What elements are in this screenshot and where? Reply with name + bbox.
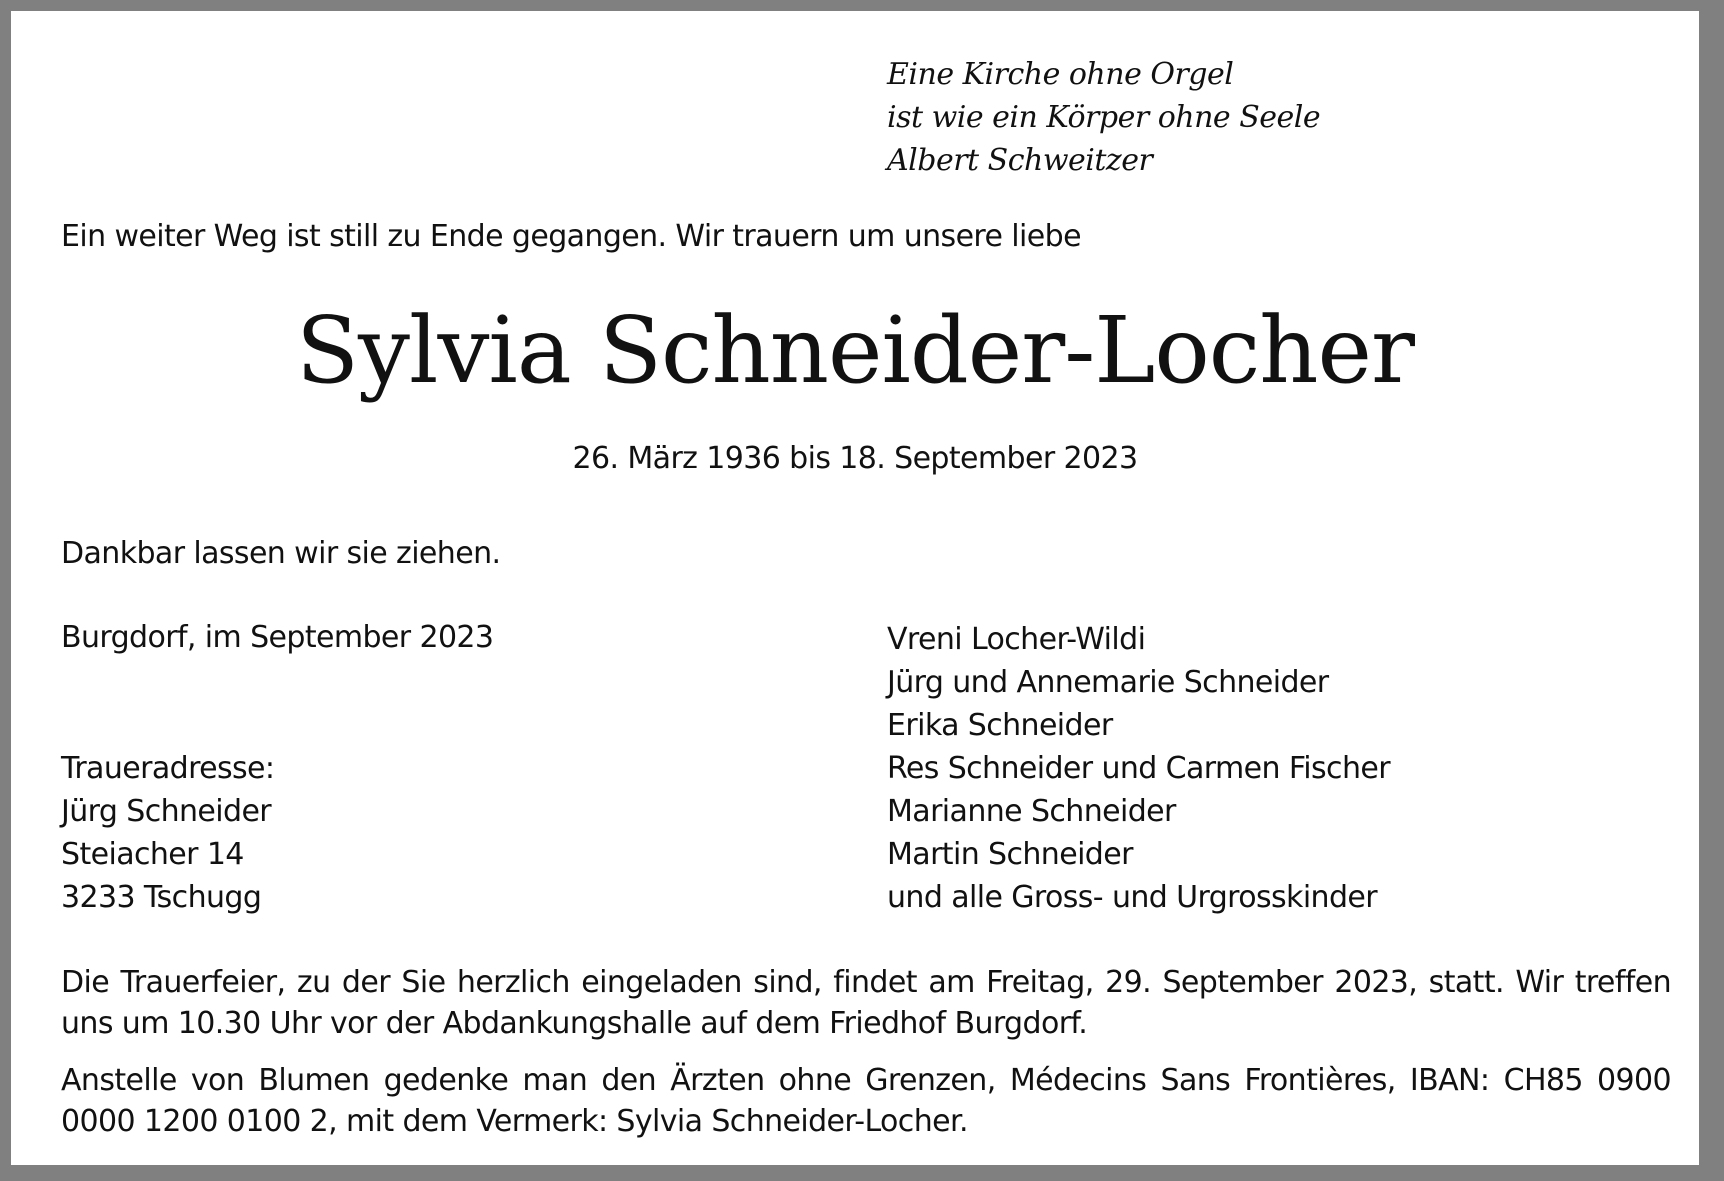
address-label: Traueradresse: [61, 751, 275, 786]
thanks-text: Dankbar lassen wir sie ziehen. [61, 536, 501, 571]
address-street: Steiacher 14 [61, 837, 244, 872]
place-and-date: Burgdorf, im September 2023 [61, 620, 494, 655]
mourner-entry: Jürg und Annemarie Schneider [887, 665, 1329, 700]
ceremony-paragraph: Die Trauerfeier, zu der Sie herzlich eingeladen sind, findet am Freitag, 29. September 2023, statt. Wir treffen uns um 10.30 Uhr vor der Abdankungshalle auf dem Friedhof Burgdorf. [61, 965, 1671, 1041]
address-city: 3233 Tschugg [61, 880, 262, 915]
mourning-address [61, 747, 274, 919]
mourner-entry: Erika Schneider [887, 708, 1113, 743]
epigraph-quote [887, 53, 1320, 182]
mourner-entry: Vreni Locher-Wildi [887, 622, 1146, 657]
quote-author: Albert Schweitzer [887, 143, 1153, 178]
quote-line: ist wie ein Körper ohne Seele [887, 100, 1321, 135]
life-dates: 26. März 1936 bis 18. September 2023 [572, 441, 1138, 476]
obituary-notice [11, 11, 1699, 1165]
mourner-entry: Martin Schneider [887, 837, 1133, 872]
mourner-entry: Res Schneider und Carmen Fischer [887, 751, 1390, 786]
mourner-entry: und alle Gross- und Urgrosskinder [887, 880, 1378, 915]
address-name: Jürg Schneider [61, 794, 272, 829]
intro-text: Ein weiter Weg ist still zu Ende gegangen. Wir trauern um unsere liebe [61, 219, 1081, 254]
donation-paragraph: Anstelle von Blumen gedenke man den Ärzten ohne Grenzen, Médecins Sans Frontières, IBAN: CH85 0900 0000 1200 0100 2, mit dem Vermerk: Sylvia Schneider-Locher. [61, 1063, 1671, 1139]
quote-line: Eine Kirche ohne Orgel [887, 57, 1234, 92]
mourner-entry: Marianne Schneider [887, 794, 1176, 829]
deceased-name: Sylvia Schneider-Locher [296, 297, 1414, 404]
mourners-list [887, 618, 1390, 919]
